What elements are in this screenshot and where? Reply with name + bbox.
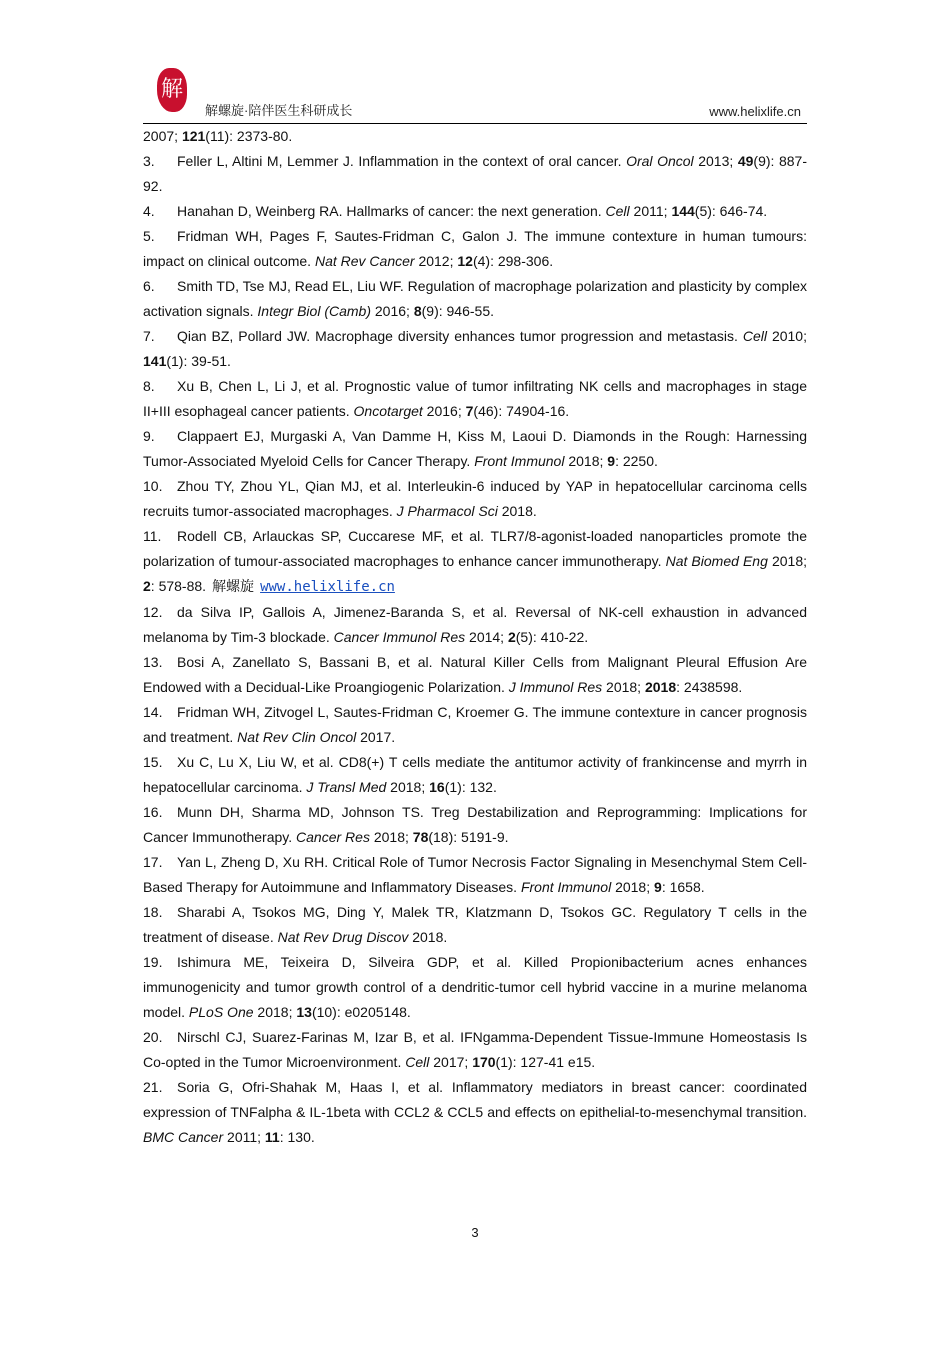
reference-number: 17. [143,854,163,870]
reference-text: 2012; [414,253,458,269]
reference-text: 2018; [611,879,655,895]
reference-item [143,1075,807,1150]
logo-character: 解 [160,77,183,102]
reference-text: : 2438598. [676,679,743,695]
reference-volume: 7 [465,403,474,419]
reference-number: 16. [143,804,163,820]
reference-number: 11. [143,528,162,544]
reference-text: 2011; [223,1129,265,1145]
reference-text: Ishimura ME, Teixeira D, Silveira GDP, et al. Killed Propionibacterium acnes enhances immunogenicity and tumor growth control of a dendritic-tumor cell hybrid vaccine in a murine melanoma model. [143,954,807,1020]
reference-volume: 8 [413,303,422,319]
reference-journal: Nat Rev Cancer [314,253,415,269]
reference-item [143,124,807,149]
reference-text: : 130. [279,1129,315,1145]
page-number: 3 [471,1225,479,1240]
reference-text: : 2250. [615,453,658,469]
reference-text: 2018; [253,1004,297,1020]
reference-item [143,600,807,650]
reference-number: 5. [143,228,155,244]
reference-journal: Nat Rev Drug Discov [277,929,409,945]
reference-text: Yan L, Zheng D, Xu RH. Critical Role of Tumor Necrosis Factor Signaling in Mesenchymal Stem Cell-Based Therapy for Autoimmune and Inflammatory Diseases. [143,854,807,895]
reference-text: (1): 132. [444,779,497,795]
reference-text: 2018; [767,553,807,569]
reference-journal: BMC Cancer [143,1129,224,1145]
reference-list [143,124,807,1150]
page-header [143,60,807,124]
reference-text: (46): 74904-16. [473,403,570,419]
reference-journal: Nat Rev Clin Oncol [237,729,357,745]
reference-text: 2018; [386,779,430,795]
reference-item [143,950,807,1025]
reference-text: Clappaert EJ, Murgaski A, Van Damme H, Kiss M, Laoui D. Diamonds in the Rough: Harnessing Tumor-Associated Myeloid Cells for Cancer Therapy. [143,428,807,469]
reference-item [143,199,807,224]
reference-number: 18. [143,904,163,920]
reference-text: (11): 2373-80. [205,128,293,144]
reference-item [143,900,807,950]
reference-number: 14. [143,704,163,720]
reference-item [143,474,807,524]
reference-text: Sharabi A, Tsokos MG, Ding Y, Malek TR, Klatzmann D, Tsokos GC. Regulatory T cells in the treatment of disease. [143,904,807,945]
reference-text: 2018; [602,679,645,695]
reference-volume: 78 [412,829,429,845]
reference-text: 2018; [369,829,413,845]
reference-item [143,149,807,199]
reference-number: 3. [143,153,155,169]
reference-text: 2018; [564,453,608,469]
reference-journal: Front Immunol [520,879,612,895]
reference-journal: J Transl Med [306,779,387,795]
reference-text: Xu C, Lu X, Liu W, et al. CD8(+) T cells mediate the antitumor activity of frankincense and myrrh in hepatocellular carcinoma. [143,754,807,795]
reference-text: 2016; [371,303,414,319]
reference-text: Zhou TY, Zhou YL, Qian MJ, et al. Interleukin-6 induced by YAP in hepatocellular carcinoma cells recruits tumor-associated macrophages. [143,478,807,519]
reference-number: 9. [143,428,155,444]
reference-text: (10): e0205148. [311,1004,411,1020]
reference-journal: J Pharmacol Sci [396,503,498,519]
reference-text: (9): 946-55. [421,303,494,319]
reference-text: (4): 298-306. [472,253,554,269]
header-tagline: 解螺旋·陪伴医生科研成长 [205,103,353,118]
reference-number: 6. [143,278,155,294]
reference-text: 2017. [356,729,396,745]
reference-text: : 578-88. [150,578,207,594]
reference-journal: Nat Biomed Eng [665,553,768,569]
watermark-text: 解螺旋 [212,579,255,595]
reference-text: 2011; [629,203,672,219]
reference-journal: Integr Biol (Camb) [257,303,371,319]
reference-text: 2018. [497,503,537,519]
reference-number: 19. [143,954,163,970]
reference-item [143,274,807,324]
reference-text: (5): 410-22. [515,629,589,645]
reference-volume: 121 [181,128,206,144]
reference-number: 15. [143,754,163,770]
reference-text: Hanahan D, Weinberg RA. Hallmarks of cancer: the next generation. [177,203,606,219]
reference-item [143,650,807,700]
header-site-url: www.helixlife.cn [709,104,801,119]
reference-text: Feller L, Altini M, Lemmer J. Inflammation in the context of oral cancer. [177,153,627,169]
reference-text: Fridman WH, Zitvogel L, Sautes-Fridman C, Kroemer G. The immune contexture in cancer prognosis and treatment. [143,704,807,745]
reference-item [143,324,807,374]
reference-text: (9): 887-92. [143,153,807,194]
reference-text: 2010; [766,328,807,344]
reference-journal: Oral Oncol [626,153,694,169]
reference-text: Nirschl CJ, Suarez-Farinas M, Izar B, et al. IFNgamma-Dependent Tissue-Immune Homeostasis Is Co-opted in the Tumor Microenvironment. [143,1029,807,1070]
reference-item [143,700,807,750]
reference-text: Qian BZ, Pollard JW. Macrophage diversity enhances tumor progression and metastasis. [177,328,743,344]
reference-text: Rodell CB, Arlauckas SP, Cuccarese MF, et al. TLR7/8-agonist-loaded nanoparticles promote the polarization of tumour-associated macrophages to enhance cancer immunotherapy. [143,528,807,569]
reference-text: 2014; [465,629,508,645]
reference-volume: 9 [607,453,616,469]
reference-journal: Cell [605,203,630,219]
reference-journal: PLoS One [188,1004,254,1020]
reference-volume: 144 [671,203,695,219]
reference-item [143,524,807,600]
reference-journal: Front Immunol [474,453,565,469]
watermark-link[interactable]: www.helixlife.cn [260,579,395,595]
reference-text: (1): 39-51. [166,353,231,369]
reference-number: 7. [143,328,155,344]
reference-text: 2017; [429,1054,473,1070]
reference-text: (5): 646-74. [694,203,768,219]
reference-volume: 141 [143,353,167,369]
reference-text: : 1658. [661,879,705,895]
reference-volume: 170 [472,1054,496,1070]
reference-volume: 12 [457,253,473,269]
reference-volume: 49 [737,153,754,169]
reference-item [143,750,807,800]
reference-text: Munn DH, Sharma MD, Johnson TS. Treg Destabilization and Reprogramming: Implications for Cancer Immunotherapy. [143,804,807,845]
reference-text: Soria G, Ofri-Shahak M, Haas I, et al. Inflammatory mediators in breast cancer: coordinated expression of TNFalpha & IL-1beta with CCL2 & CCL5 and effects on epithelial-to-mesenchymal transition. [143,1079,807,1120]
reference-number: 10. [143,478,163,494]
reference-journal: Cell [405,1054,430,1070]
reference-text: Fridman WH, Pages F, Sautes-Fridman C, Galon J. The immune contexture in human tumours: impact on clinical outcome. [143,228,807,269]
reference-number: 20. [143,1029,163,1045]
reference-text: 2018. [408,929,448,945]
reference-number: 4. [143,203,155,219]
reference-volume: 2 [507,629,516,645]
reference-volume: 11 [264,1129,280,1145]
reference-journal: Cancer Res [296,829,370,845]
reference-volume: 9 [654,879,662,895]
reference-number: 21. [143,1079,163,1095]
reference-text: da Silva IP, Gallois A, Jimenez-Baranda S, et al. Reversal of NK-cell exhaustion in advanced melanoma by Tim-3 blockade. [143,604,807,645]
reference-volume: 16 [429,779,445,795]
reference-item [143,374,807,424]
reference-journal: Cell [742,328,767,344]
reference-volume: 2 [143,578,151,594]
helixlife-logo [157,68,187,112]
reference-text: 2007; [143,128,182,144]
reference-number: 8. [143,378,155,394]
reference-volume: 13 [296,1004,312,1020]
reference-text: (1): 127-41 e15. [495,1054,596,1070]
reference-journal: J Immunol Res [508,679,603,695]
reference-journal: Cancer Immunol Res [333,629,466,645]
reference-text: 2016; [422,403,466,419]
reference-text: Bosi A, Zanellato S, Bassani B, et al. Natural Killer Cells from Malignant Pleural Effusion Are Endowed with a Decidual-Like Proangiogenic Polarization. [143,654,807,695]
reference-text: 2013; [693,153,738,169]
reference-number: 12. [143,604,163,620]
reference-item [143,424,807,474]
reference-item [143,224,807,274]
reference-text: Xu B, Chen L, Li J, et al. Prognostic value of tumor infiltrating NK cells and macrophages in stage II+III esophageal cancer patients. [143,378,807,419]
reference-item [143,800,807,850]
reference-volume: 2018 [644,679,677,695]
reference-number: 13. [143,654,163,670]
reference-text: Smith TD, Tse MJ, Read EL, Liu WF. Regulation of macrophage polarization and plasticity by complex activation signals. [143,278,807,319]
reference-item [143,1025,807,1075]
reference-journal: Oncotarget [353,403,423,419]
reference-item [143,850,807,900]
reference-text: (18): 5191-9. [428,829,509,845]
